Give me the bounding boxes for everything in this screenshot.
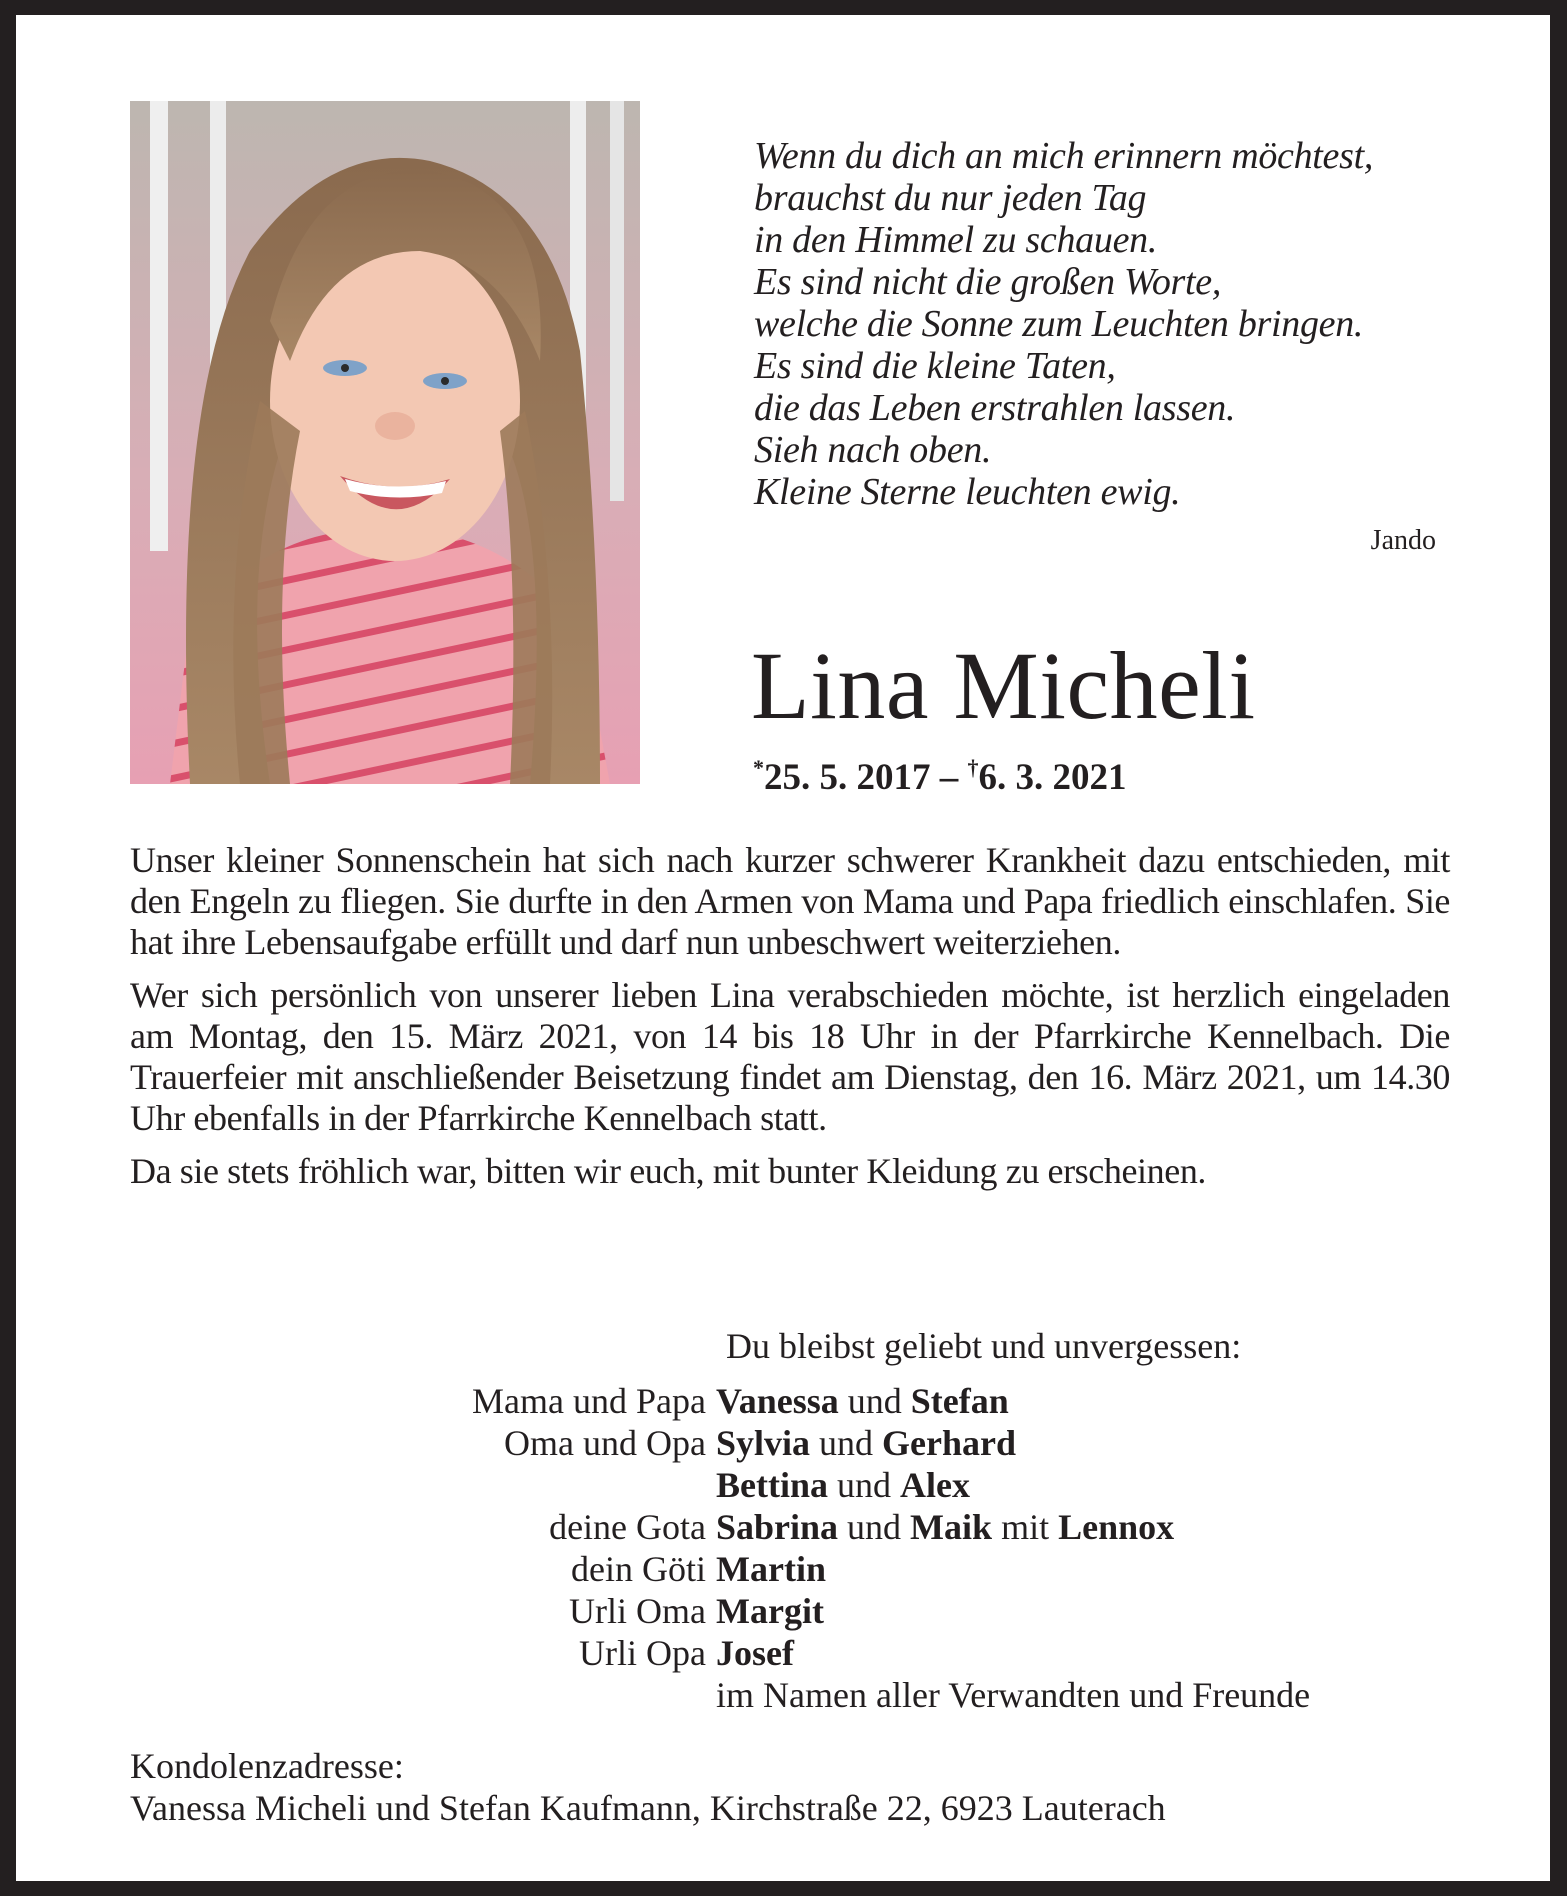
condolence-address-text: Vanessa Micheli und Stefan Kaufmann, Kirchstraße 22, 6923 Lauterach [130,1788,1166,1828]
poem-line: Es sind nicht die großen Worte, [754,261,1222,303]
family-connector: mit [992,1507,1059,1547]
portrait-image [130,101,640,784]
family-connector: im Namen aller Verwandten und Freunde [716,1675,1311,1715]
poem-line: in den Himmel zu schauen. [754,219,1158,261]
family-connector: und [828,1465,900,1505]
family-member-name: Gerhard [882,1423,1017,1463]
family-names [716,1422,1456,1464]
family-member-name: Stefan [910,1381,1009,1421]
family-names [716,1380,1456,1422]
family-member-name: Maik [910,1507,993,1547]
family-connector: und [838,1507,911,1547]
poem-line: Kleine Sterne leuchten ewig. [754,471,1181,513]
family-names [716,1632,1456,1674]
birth-star-icon: * [753,755,764,780]
poem-author: Jando [1370,525,1436,556]
family-role [216,1674,716,1716]
family-role: Oma und Opa [504,1423,706,1463]
poem [754,135,1454,513]
family-row [216,1590,1456,1632]
body-paragraph: Da sie stets fröhlich war, bitten wir euch, mit bunter Kleidung zu erscheinen. [130,1151,1207,1191]
family-names [716,1464,1456,1506]
poem-line: brauchst du nur jeden Tag [754,177,1147,219]
birth-date: 25. 5. 2017 [764,757,931,798]
family-member-name: Sylvia [716,1423,811,1463]
family-row [216,1548,1456,1590]
date-separator: – [930,757,968,798]
family-role: Urli Oma [569,1591,706,1631]
family-row [216,1506,1456,1548]
obituary-body [130,840,1450,1204]
family-member-name: Sabrina [716,1507,839,1547]
family-role: dein Göti [571,1549,706,1589]
family-names [716,1590,1456,1632]
family-role [216,1464,716,1506]
poem-line: Wenn du dich an mich erinnern möchtest, [754,135,1374,177]
family-row [216,1632,1456,1674]
condolence-label: Kondolenzadresse: [130,1746,404,1786]
family-role: deine Gota [549,1507,706,1547]
family-connector: und [838,1381,911,1421]
portrait-photo [130,101,640,784]
life-dates [753,755,1127,799]
family-row [216,1464,1456,1506]
family-row [216,1422,1456,1464]
family-names [716,1548,1456,1590]
family-intro: Du bleibst geliebt und unvergessen: [726,1326,1242,1366]
family-member-name: Lennox [1058,1507,1175,1547]
family-member-name: Alex [900,1465,970,1505]
death-cross-icon: † [967,755,979,780]
family-role: Urli Opa [579,1633,706,1673]
family-row [216,1380,1456,1422]
poem-line: die das Leben erstrahlen lassen. [754,387,1236,429]
family-member-name: Martin [716,1549,826,1589]
obituary-page [16,15,1550,1881]
condolence-address [130,1745,1166,1829]
family-names [716,1674,1456,1716]
deceased-name: Lina Micheli [751,632,1256,739]
family-member-name: Vanessa [716,1381,839,1421]
poem-line: Es sind die kleine Taten, [754,345,1116,387]
family-list [216,1380,1456,1716]
family-member-name: Josef [716,1633,794,1673]
poem-line: Sieh nach oben. [754,429,992,471]
family-member-name: Bettina [716,1465,828,1505]
family-connector: und [810,1423,883,1463]
body-paragraph: Unser kleiner Sonnenschein hat sich nach kurzer schwerer Krankheit dazu entschieden, mit den Engeln zu fliegen. Sie durfte in den Armen von Mama und Papa friedlich einschlafen. Sie hat ihre Lebensaufgabe erfüllt und darf nun unbeschwert weiterziehen. [130,840,1450,962]
body-paragraph: Wer sich persönlich von unserer lieben Lina verabschieden möchte, ist herzlich eingeladen am Montag, den 15. März 2021, von 14 bis 18 Uhr in der Pfarrkirche Kennelbach. Die Trauerfeier mit anschließender Beisetzung findet am Dienstag, den 16. März 2021, um 14.30 Uhr ebenfalls in der Pfarrkirche Kennelbach statt. [130,975,1450,1138]
family-row [216,1674,1456,1716]
poem-line: welche die Sonne zum Leuchten bringen. [754,303,1364,345]
death-date: 6. 3. 2021 [978,757,1127,798]
family-member-name: Margit [716,1591,824,1631]
family-role: Mama und Papa [472,1381,706,1421]
family-names [716,1506,1456,1548]
